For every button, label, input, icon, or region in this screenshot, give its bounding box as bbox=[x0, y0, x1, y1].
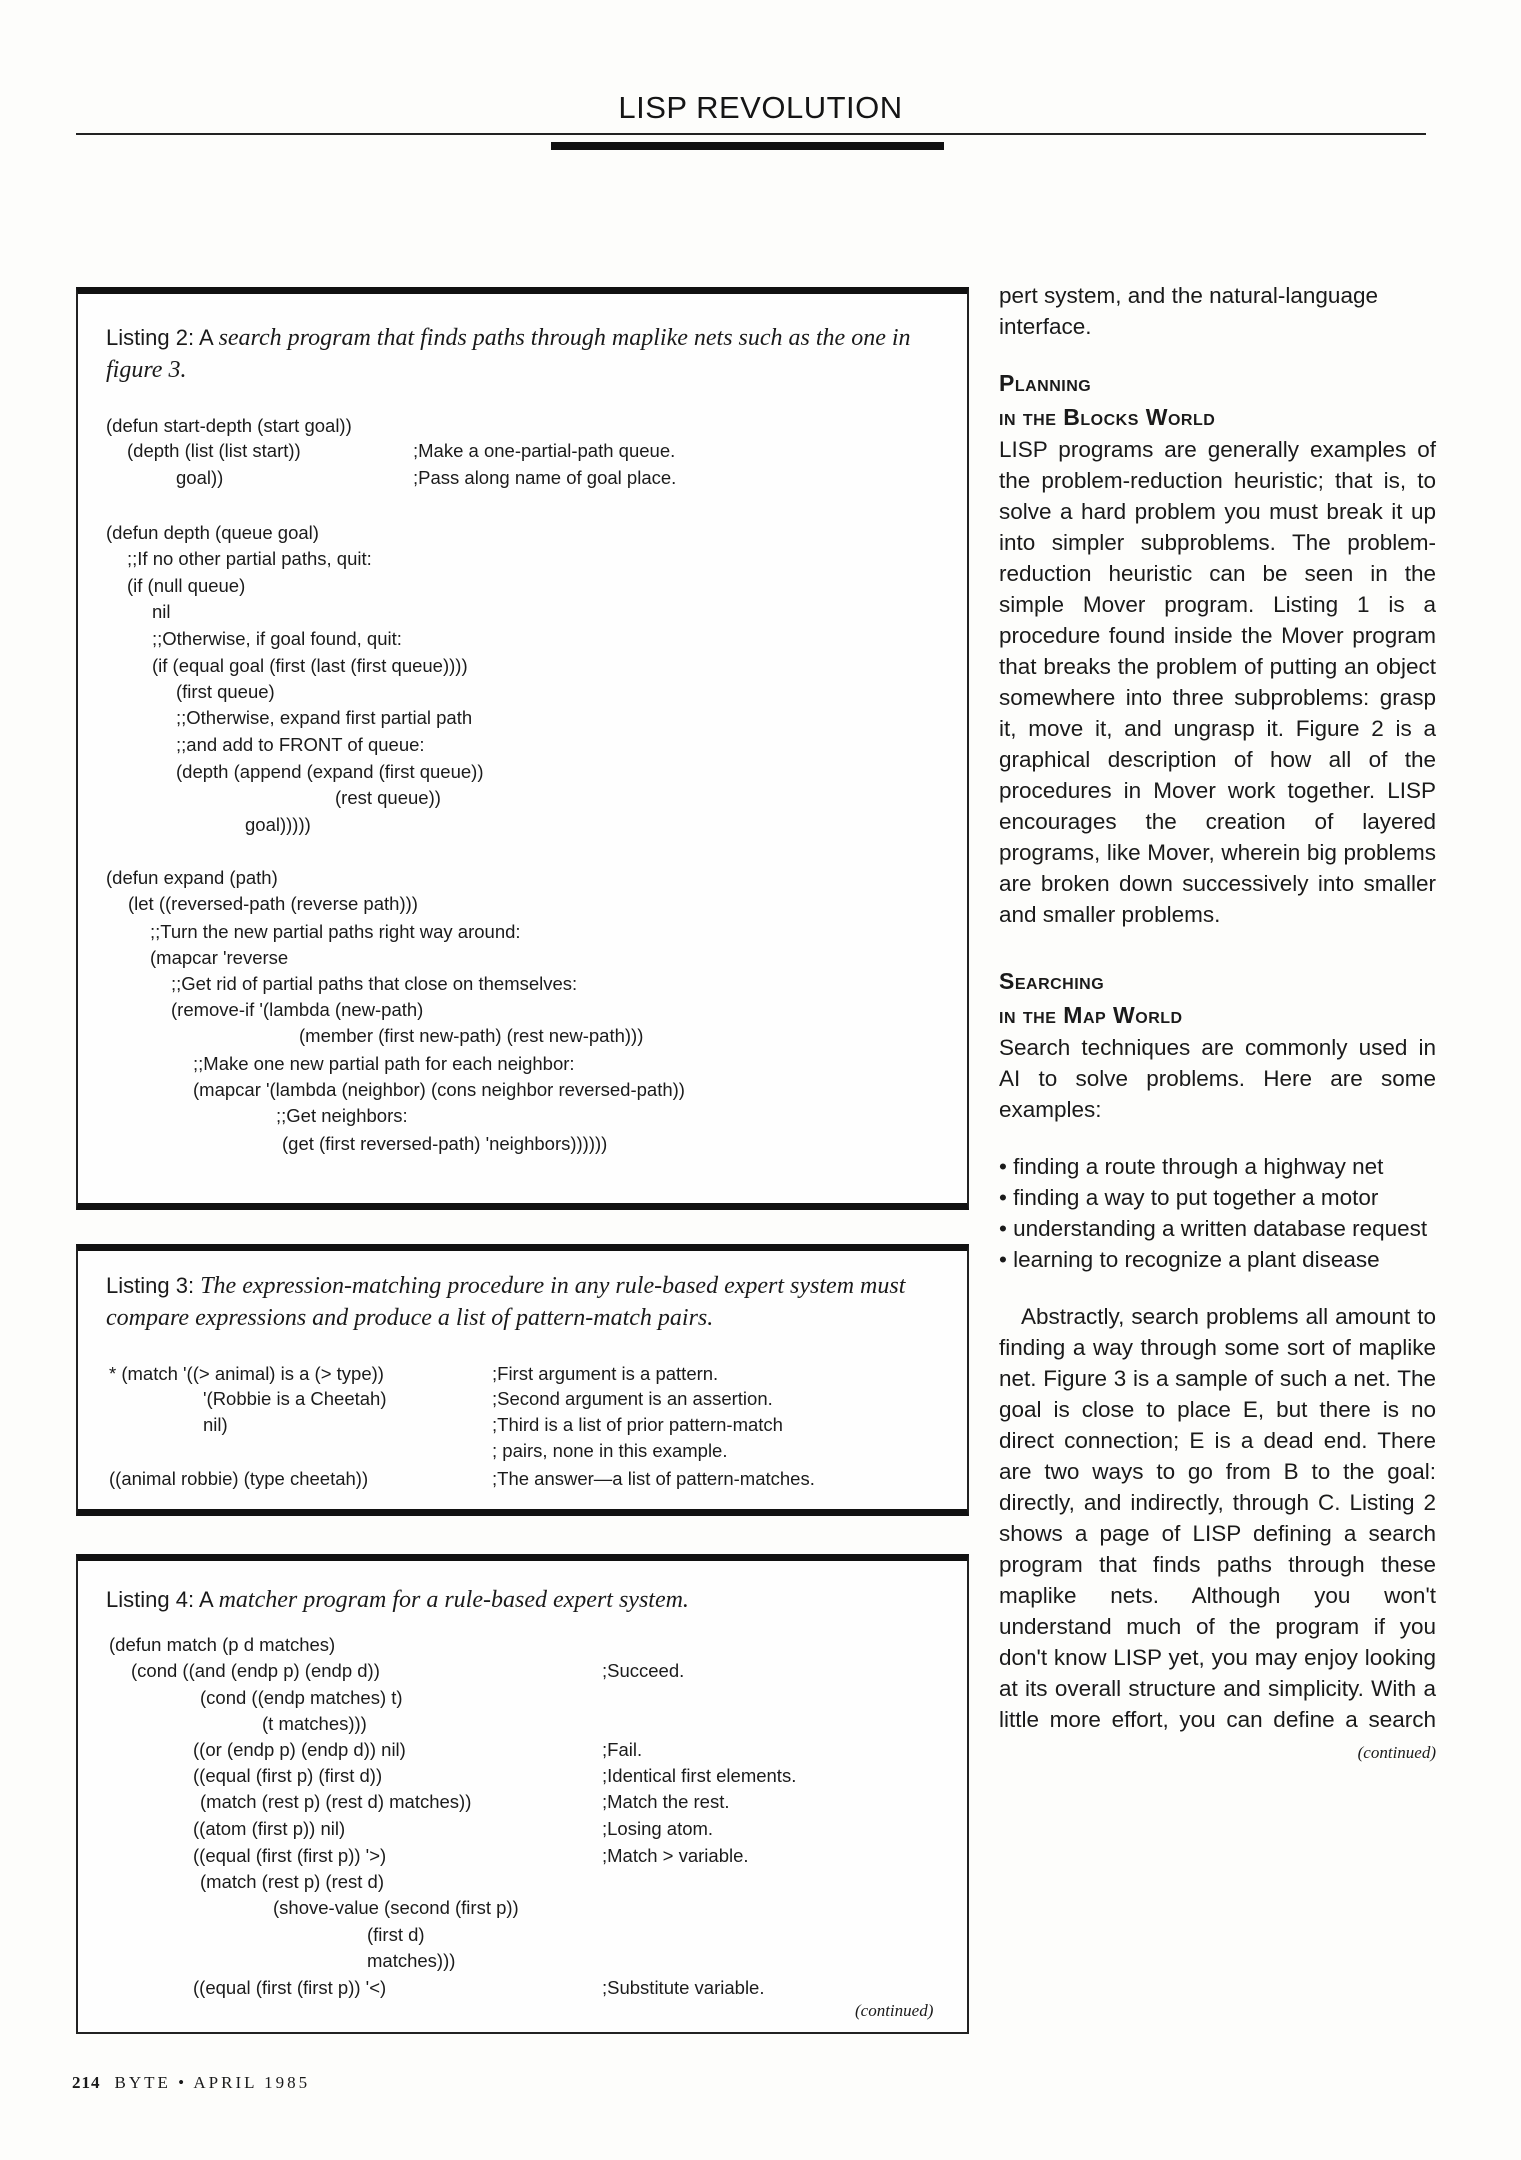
code-line: (cond ((and (endp p) (endp d)) bbox=[131, 1660, 380, 1681]
heading-line: in the Blocks World bbox=[999, 404, 1216, 430]
intro-paragraph: pert system, and the natural-language interface. bbox=[999, 283, 1378, 339]
code-comment: ;Third is a list of prior pattern-match bbox=[492, 1414, 783, 1435]
listing-4-caption bbox=[106, 1584, 936, 1616]
code-line: (defun match (p d matches) bbox=[109, 1634, 336, 1655]
paragraph: LISP programs are generally examples of the problem-reduction heuristic; that is, to solve a hard problem you must break it up into simpler subproblems. The problem-reduction heuristic can be seen in the simple Mover program. Listing 1 is a procedure found inside the Mover program that breaks the problem of putting an object somewhere into three subproblems: grasp it, move it, and ungrasp it. Figure 2 is a graphical description of how all of the procedures in Mover work together. LISP encourages the creation of layered programs, like Mover, wherein big problems are broken down successively into smaller and smaller problems. bbox=[999, 437, 1436, 927]
listing-label: Listing 4: bbox=[106, 1587, 195, 1612]
listing-label: Listing 3: bbox=[106, 1273, 195, 1298]
header-rule bbox=[76, 133, 1426, 135]
heading-line: Planning bbox=[999, 370, 1092, 396]
bullet-item: • finding a route through a highway net bbox=[999, 1154, 1384, 1179]
code-line: ;;Make one new partial path for each neighbor: bbox=[193, 1053, 575, 1074]
code-line: (first d) bbox=[367, 1924, 425, 1945]
code-line: ;;If no other partial paths, quit: bbox=[127, 548, 372, 569]
code-line: (if (equal goal (first (last (first queue)))) bbox=[152, 655, 468, 676]
code-line: ;;Turn the new partial paths right way around: bbox=[150, 921, 521, 942]
code-line: ;;and add to FRONT of queue: bbox=[176, 734, 425, 755]
running-head: LISP REVOLUTION bbox=[618, 90, 903, 125]
code-line: ((animal robbie) (type cheetah)) bbox=[109, 1468, 369, 1489]
code-line: goal)) bbox=[176, 467, 224, 488]
heading-line: Searching bbox=[999, 968, 1105, 994]
section-heading-planning bbox=[999, 366, 1436, 434]
code-line: ;;Otherwise, if goal found, quit: bbox=[152, 628, 402, 649]
code-line: ((atom (first p)) nil) bbox=[193, 1818, 346, 1839]
caption-text: search program that finds paths through maplike nets such as the one in figure 3. bbox=[106, 325, 911, 383]
page-footer bbox=[72, 2073, 310, 2093]
code-line: goal))))) bbox=[245, 814, 311, 835]
code-comment: ;Substitute variable. bbox=[602, 1977, 765, 1998]
bullet-list bbox=[999, 1151, 1436, 1275]
header-bar bbox=[551, 142, 944, 150]
bullet-text: learning to recognize a plant disease bbox=[1013, 1247, 1380, 1272]
code-line: (cond ((endp matches) t) bbox=[200, 1687, 403, 1708]
code-line: ;;Get neighbors: bbox=[276, 1105, 408, 1126]
caption-article: A bbox=[198, 325, 213, 350]
code-line: ((equal (first (first p)) '>) bbox=[193, 1845, 387, 1866]
code-comment: ;Second argument is an assertion. bbox=[492, 1388, 773, 1409]
code-line: (remove-if '(lambda (new-path) bbox=[171, 999, 424, 1020]
bullet-text: finding a route through a highway net bbox=[1013, 1154, 1384, 1179]
code-comment: ;Fail. bbox=[602, 1739, 643, 1760]
article-continued: (continued) bbox=[1357, 1743, 1436, 1762]
code-comment: ;Succeed. bbox=[602, 1660, 685, 1681]
code-line: nil bbox=[152, 601, 171, 622]
article-column bbox=[999, 280, 1436, 1768]
code-line: ;;Get rid of partial paths that close on themselves: bbox=[171, 973, 578, 994]
code-line: (depth (append (expand (first queue)) bbox=[176, 761, 484, 782]
code-line: * (match '((> animal) is a (> type)) bbox=[109, 1363, 384, 1384]
caption-article: A bbox=[198, 1587, 213, 1612]
paragraph: Search techniques are commonly used in AI to solve problems. Here are some examples: bbox=[999, 1035, 1436, 1122]
section-heading-searching bbox=[999, 964, 1436, 1032]
page-number: 214 bbox=[72, 2073, 101, 2092]
code-line: (match (rest p) (rest d) bbox=[200, 1871, 384, 1892]
code-line: (let ((reversed-path (reverse path))) bbox=[128, 893, 418, 914]
code-comment: ;Losing atom. bbox=[602, 1818, 714, 1839]
code-line: (t matches))) bbox=[262, 1713, 367, 1734]
code-line: matches))) bbox=[367, 1950, 456, 1971]
code-comment: ;First argument is a pattern. bbox=[492, 1363, 719, 1384]
heading-line: in the Map World bbox=[999, 1002, 1183, 1028]
code-line: (if (null queue) bbox=[127, 575, 246, 596]
bullet-text: understanding a written database request bbox=[1013, 1216, 1428, 1241]
code-comment: ;Match > variable. bbox=[602, 1845, 749, 1866]
bullet-item: • finding a way to put together a motor bbox=[999, 1185, 1379, 1210]
listing-2-caption bbox=[106, 322, 936, 386]
code-line: (member (first new-path) (rest new-path))) bbox=[299, 1025, 644, 1046]
code-line: nil) bbox=[203, 1414, 228, 1435]
bullet-item: • understanding a written database request bbox=[999, 1216, 1428, 1241]
caption-text: The expression-matching procedure in any rule-based expert system must compare expressions and produce a list of pattern-match pairs. bbox=[106, 1273, 906, 1331]
code-line: ((or (endp p) (endp d)) nil) bbox=[193, 1739, 406, 1760]
code-line: ;;Otherwise, expand first partial path bbox=[176, 707, 473, 728]
code-line: ((equal (first p) (first d)) bbox=[193, 1765, 383, 1786]
code-line: ((equal (first (first p)) '<) bbox=[193, 1977, 387, 1998]
bullet-text: finding a way to put together a motor bbox=[1013, 1185, 1379, 1210]
code-line: (defun expand (path) bbox=[106, 867, 278, 888]
code-line: (depth (list (list start)) bbox=[127, 440, 301, 461]
code-comment: ;The answer—a list of pattern-matches. bbox=[492, 1468, 815, 1489]
code-line: (mapcar 'reverse bbox=[150, 947, 289, 968]
code-comment: ;Make a one-partial-path queue. bbox=[413, 440, 676, 461]
code-line: (defun start-depth (start goal)) bbox=[106, 415, 352, 436]
code-line: (shove-value (second (first p)) bbox=[273, 1897, 519, 1918]
code-line: (match (rest p) (rest d) matches)) bbox=[200, 1791, 472, 1812]
listing-3-caption bbox=[106, 1270, 936, 1334]
code-line: (defun depth (queue goal) bbox=[106, 522, 319, 543]
code-line: (mapcar '(lambda (neighbor) (cons neighbor reversed-path)) bbox=[193, 1079, 685, 1100]
code-comment: ;Identical first elements. bbox=[602, 1765, 797, 1786]
code-line: '(Robbie is a Cheetah) bbox=[203, 1388, 387, 1409]
listing-continued: (continued) bbox=[855, 2001, 934, 2020]
code-comment: ; pairs, none in this example. bbox=[492, 1440, 728, 1461]
code-line: (first queue) bbox=[176, 681, 275, 702]
paragraph: Abstractly, search problems all amount to finding a way through some sort of maplike net. Figure 3 is a sample of such a net. The goal is close to place E, but there is no direct connection; E is a dead end. There are two ways to go from B to the goal: directly, and indirectly, through C. Listing 2 shows a page of LISP defining a search program that finds paths through these maplike nets. Although you won't understand much of the program if you don't know LISP yet, you may enjoy looking at its overall structure and simplicity. With a little more effort, you can define a search bbox=[999, 1304, 1436, 1732]
bullet-item: • learning to recognize a plant disease bbox=[999, 1247, 1380, 1272]
caption-text: matcher program for a rule-based expert system. bbox=[218, 1587, 689, 1613]
publication-info: BYTE • APRIL 1985 bbox=[114, 2073, 311, 2092]
listing-label: Listing 2: bbox=[106, 325, 195, 350]
code-line: (rest queue)) bbox=[335, 787, 441, 808]
code-comment: ;Match the rest. bbox=[602, 1791, 730, 1812]
code-comment: ;Pass along name of goal place. bbox=[413, 467, 677, 488]
code-line: (get (first reversed-path) 'neighbors)))))) bbox=[282, 1133, 608, 1154]
